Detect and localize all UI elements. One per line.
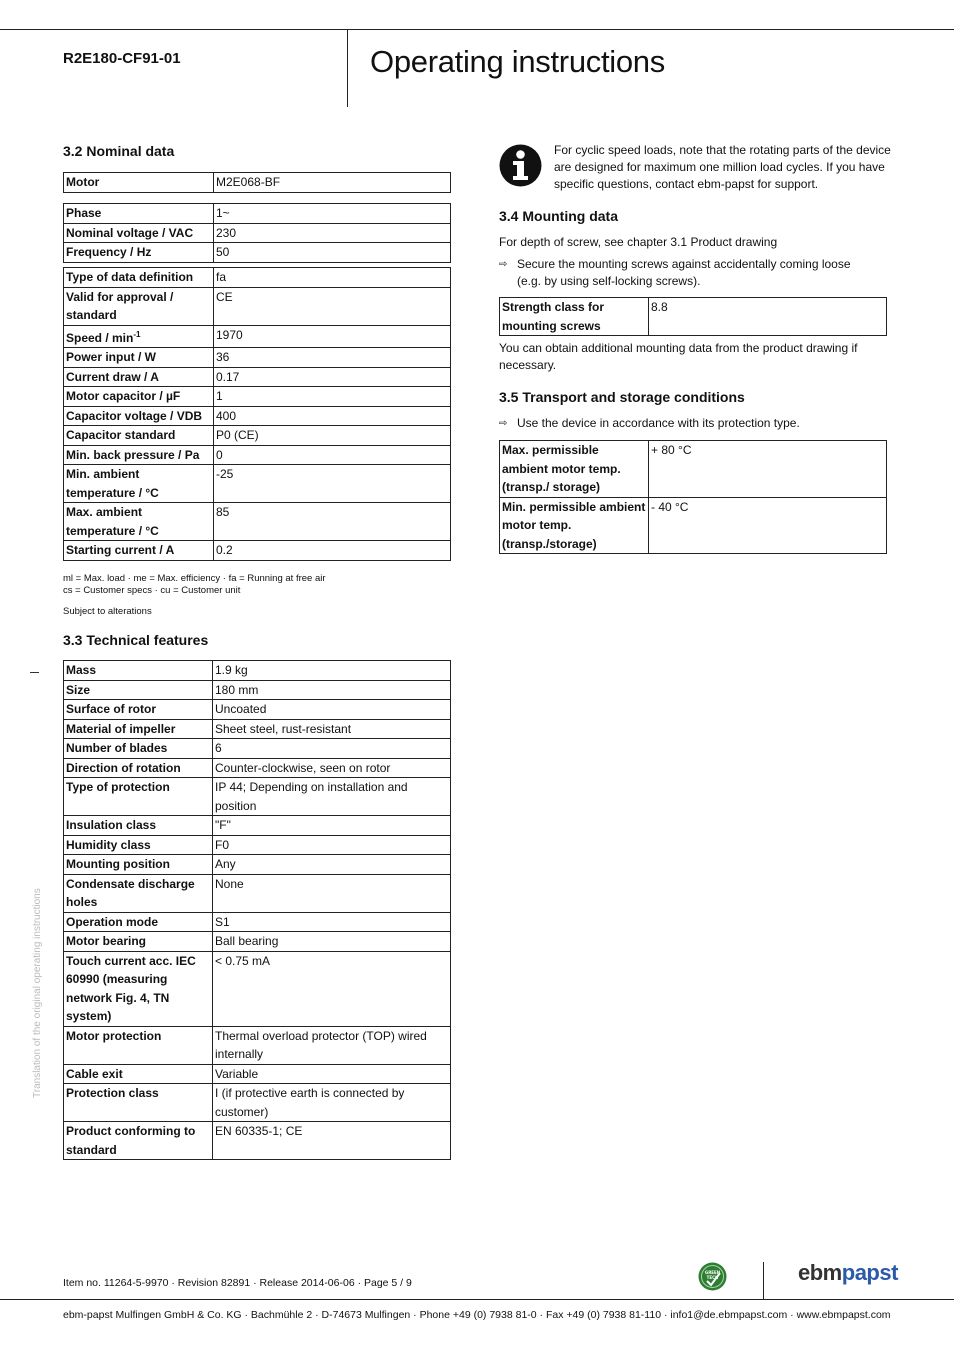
row-value: 0 bbox=[214, 445, 451, 465]
row-value: 6 bbox=[213, 739, 451, 759]
row-value: Any bbox=[213, 855, 451, 875]
row-label: Motor protection bbox=[64, 1026, 213, 1064]
brand-ebm: ebm bbox=[798, 1260, 842, 1285]
row-value: 400 bbox=[214, 406, 451, 426]
footer-item-info: Item no. 11264-5-9970 · Revision 82891 · Release 2014-06-06 · Page 5 / 9 bbox=[63, 1277, 412, 1289]
row-label: Max. ambient temperature / °C bbox=[64, 503, 214, 541]
row-label: Number of blades bbox=[64, 739, 213, 759]
brand-papst: papst bbox=[841, 1260, 898, 1285]
row-label: Capacitor standard bbox=[64, 426, 214, 446]
mounting-table bbox=[499, 297, 887, 336]
transport-bullet-text: Use the device in accordance with its protection type. bbox=[517, 416, 800, 430]
table-row bbox=[64, 680, 451, 700]
table-row bbox=[64, 223, 451, 243]
row-value: Ball bearing bbox=[213, 932, 451, 952]
model-number: R2E180-CF91-01 bbox=[63, 50, 181, 67]
row-label: Power input / W bbox=[64, 348, 214, 368]
row-label: Valid for approval / standard bbox=[64, 287, 214, 325]
nominal-data-heading: 3.2 Nominal data bbox=[63, 143, 175, 159]
row-value: -25 bbox=[214, 465, 451, 503]
table-row bbox=[64, 426, 451, 446]
table-row bbox=[64, 932, 451, 952]
header-top-rule bbox=[0, 29, 954, 30]
row-label: Nominal voltage / VAC bbox=[64, 223, 214, 243]
transport-table bbox=[499, 440, 887, 554]
arrow-icon: ⇨ bbox=[499, 259, 508, 270]
mounting-bullet-text: Secure the mounting screws against accidentally coming loose (e.g. by using self-locking screws). bbox=[517, 257, 851, 288]
table-row bbox=[64, 719, 451, 739]
row-value: 1~ bbox=[214, 204, 451, 224]
table-row bbox=[64, 912, 451, 932]
table-row bbox=[64, 855, 451, 875]
nominal-data-table bbox=[63, 267, 451, 561]
row-value: + 80 °C bbox=[649, 441, 887, 498]
table-row bbox=[64, 700, 451, 720]
row-value: M2E068-BF bbox=[214, 173, 451, 193]
row-label: Type of protection bbox=[64, 778, 213, 816]
motor-table bbox=[63, 172, 451, 193]
row-value: F0 bbox=[213, 835, 451, 855]
row-value: 1 bbox=[214, 387, 451, 407]
row-value: 85 bbox=[214, 503, 451, 541]
table-row bbox=[64, 778, 451, 816]
row-label: Protection class bbox=[64, 1084, 213, 1122]
row-label: Speed / $\min^{-1}$ bbox=[64, 325, 214, 348]
technical-features-heading: 3.3 Technical features bbox=[63, 632, 209, 648]
row-value: 8.8 bbox=[649, 298, 887, 336]
row-label: Touch current acc. IEC 60990 (measuring network Fig. 4, TN system) bbox=[64, 951, 213, 1026]
row-value: 230 bbox=[214, 223, 451, 243]
row-label: Min. back pressure / Pa bbox=[64, 445, 214, 465]
row-value: "F" bbox=[213, 816, 451, 836]
green-tech-badge bbox=[698, 1262, 727, 1291]
page-title: Operating instructions bbox=[370, 44, 665, 79]
mounting-note: You can obtain additional mounting data from the product drawing if necessary. bbox=[499, 341, 858, 372]
row-label: Material of impeller bbox=[64, 719, 213, 739]
row-value: Sheet steel, rust-resistant bbox=[213, 719, 451, 739]
table-row bbox=[64, 1026, 451, 1064]
table-row bbox=[64, 367, 451, 387]
footer-logo-divider bbox=[763, 1262, 764, 1299]
mounting-intro: For depth of screw, see chapter 3.1 Product drawing bbox=[499, 235, 778, 249]
table-row bbox=[64, 1064, 451, 1084]
row-label: Operation mode bbox=[64, 912, 213, 932]
table-row bbox=[64, 661, 451, 681]
mounting-data-heading: 3.4 Mounting data bbox=[499, 208, 618, 224]
table-row bbox=[64, 325, 451, 348]
row-label: Type of data definition bbox=[64, 268, 214, 288]
row-label: Surface of rotor bbox=[64, 700, 213, 720]
row-label: Mounting position bbox=[64, 855, 213, 875]
ebmpapst-logo bbox=[798, 1260, 898, 1286]
row-label: Frequency / Hz bbox=[64, 243, 214, 263]
info-icon bbox=[499, 144, 542, 187]
table-row bbox=[64, 204, 451, 224]
table-row bbox=[64, 874, 451, 912]
badge-top-text: GREEN bbox=[704, 1270, 721, 1275]
row-label: Mass bbox=[64, 661, 213, 681]
row-value: 1970 bbox=[214, 325, 451, 348]
row-label: Max. permissible ambient motor temp. (transp./ storage) bbox=[500, 441, 649, 498]
table-row bbox=[64, 287, 451, 325]
table-row bbox=[64, 1122, 451, 1160]
row-value: 0.2 bbox=[214, 541, 451, 561]
badge-bottom-text: TECH bbox=[706, 1275, 719, 1280]
table-row bbox=[64, 387, 451, 407]
row-value: 0.17 bbox=[214, 367, 451, 387]
row-label: Motor bbox=[64, 173, 214, 193]
row-label: Product conforming to standard bbox=[64, 1122, 213, 1160]
table-row bbox=[64, 348, 451, 368]
row-label: Min. permissible ambient motor temp. (transp./storage) bbox=[500, 497, 649, 554]
row-label: Size bbox=[64, 680, 213, 700]
table-row bbox=[64, 243, 451, 263]
row-value: EN 60335-1; CE bbox=[213, 1122, 451, 1160]
footer-rule bbox=[0, 1299, 954, 1300]
mounting-bullet bbox=[499, 256, 879, 290]
row-value: 50 bbox=[214, 243, 451, 263]
electrical-table bbox=[63, 203, 451, 263]
table-row bbox=[64, 465, 451, 503]
transport-heading: 3.5 Transport and storage conditions bbox=[499, 389, 745, 405]
row-value: Thermal overload protector (TOP) wired internally bbox=[213, 1026, 451, 1064]
row-value: 1.9 kg bbox=[213, 661, 451, 681]
row-label: Motor bearing bbox=[64, 932, 213, 952]
row-value: I (if protective earth is connected by customer) bbox=[213, 1084, 451, 1122]
row-label: Min. ambient temperature / °C bbox=[64, 465, 214, 503]
table-row bbox=[64, 541, 451, 561]
row-label: Condensate discharge holes bbox=[64, 874, 213, 912]
table-row bbox=[64, 268, 451, 288]
table-row bbox=[64, 445, 451, 465]
table-row bbox=[64, 835, 451, 855]
row-value: None bbox=[213, 874, 451, 912]
table-row bbox=[500, 441, 887, 498]
row-value: S1 bbox=[213, 912, 451, 932]
row-value: 180 mm bbox=[213, 680, 451, 700]
row-value: Uncoated bbox=[213, 700, 451, 720]
row-label: Humidity class bbox=[64, 835, 213, 855]
row-value: P0 (CE) bbox=[214, 426, 451, 446]
table-row bbox=[64, 816, 451, 836]
row-label: Phase bbox=[64, 204, 214, 224]
table-row bbox=[64, 406, 451, 426]
table-row bbox=[64, 758, 451, 778]
row-label: Cable exit bbox=[64, 1064, 213, 1084]
table-row bbox=[500, 497, 887, 554]
row-value: CE bbox=[214, 287, 451, 325]
arrow-icon: ⇨ bbox=[499, 418, 508, 429]
table-row bbox=[64, 739, 451, 759]
row-value: Counter-clockwise, seen on rotor bbox=[213, 758, 451, 778]
row-label: Starting current / A bbox=[64, 541, 214, 561]
header-divider bbox=[347, 29, 348, 107]
row-value: < 0.75 mA bbox=[213, 951, 451, 1026]
abbreviation-note-2: cs = Customer specs · cu = Customer unit bbox=[63, 585, 241, 596]
transport-bullet bbox=[499, 415, 879, 433]
row-label: Strength class for mounting screws bbox=[500, 298, 649, 336]
row-value: 36 bbox=[214, 348, 451, 368]
margin-tick bbox=[30, 672, 39, 673]
table-row bbox=[64, 173, 451, 193]
row-value: - 40 °C bbox=[649, 497, 887, 554]
row-value: fa bbox=[214, 268, 451, 288]
table-row bbox=[500, 298, 887, 336]
row-value: IP 44; Depending on installation and position bbox=[213, 778, 451, 816]
info-text: For cyclic speed loads, note that the rotating parts of the device are designed for maximum one million load cycles. If you have specific questions, contact ebm-papst for support. bbox=[554, 143, 891, 191]
technical-features-table bbox=[63, 660, 451, 1160]
row-label: Current draw / A bbox=[64, 367, 214, 387]
abbreviation-note-1: ml = Max. load · me = Max. efficiency · fa = Running at free air bbox=[63, 573, 326, 584]
alterations-note: Subject to alterations bbox=[63, 606, 152, 617]
translation-side-label: Translation of the original operating instructions bbox=[32, 888, 43, 1098]
table-row bbox=[64, 951, 451, 1026]
row-label: Insulation class bbox=[64, 816, 213, 836]
table-row bbox=[64, 1084, 451, 1122]
row-value: Variable bbox=[213, 1064, 451, 1084]
row-label: Motor capacitor / µF bbox=[64, 387, 214, 407]
row-label: Capacitor voltage / VDB bbox=[64, 406, 214, 426]
footer-address: ebm-papst Mulfingen GmbH & Co. KG · Bachmühle 2 · D-74673 Mulfingen · Phone +49 (0) 7938 81-0 · Fax +49 (0) 7938 81-110 · info1@de.ebmpapst.com · www.ebmpapst.com bbox=[63, 1309, 891, 1321]
row-label: Direction of rotation bbox=[64, 758, 213, 778]
table-row bbox=[64, 503, 451, 541]
